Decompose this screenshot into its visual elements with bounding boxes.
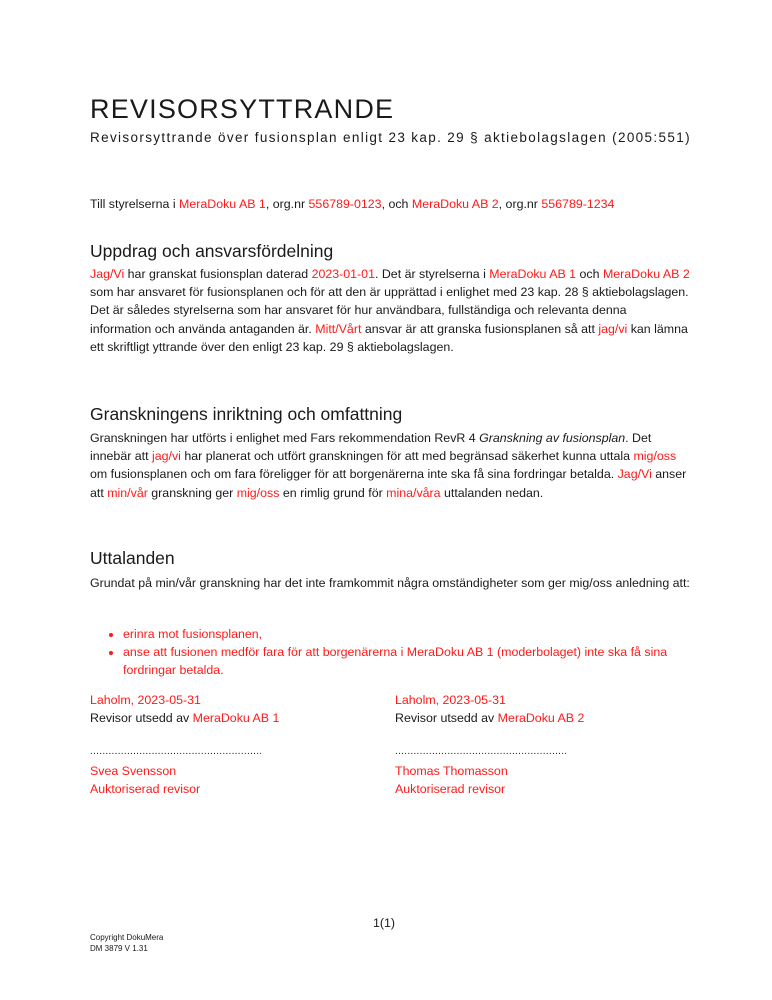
section-heading-scope: Granskningens inriktning och omfattning <box>90 404 403 424</box>
footer-version: DM 3879 V 1.31 <box>90 944 148 953</box>
company-name: MeraDoku AB 1 <box>179 197 266 211</box>
footer-copyright: Copyright DokuMera <box>90 933 164 942</box>
document-title: REVISORSYTTRANDE <box>90 94 395 124</box>
list-item: • anse att fusionen medför fara för att borgenärerna i MeraDoku AB 1 (moderbolaget) inte ska få sina fordringar betalda. <box>123 643 723 679</box>
section-heading-statements: Uttalanden <box>90 548 175 568</box>
signer-name: Svea Svensson <box>90 763 177 778</box>
company-name: MeraDoku AB 2 <box>411 197 499 211</box>
statements-paragraph: Grundat på min/vår granskning har det inte framkommit några omständigheter som ger mig/oss anledning att: <box>90 576 690 590</box>
signer-name: Thomas Thomasson <box>395 763 508 778</box>
org-number: 556789-0123 <box>308 197 382 211</box>
signature-line: ........................................................ <box>90 746 263 758</box>
signature-role: Revisor utsedd av MeraDoku AB 2 <box>395 711 585 726</box>
footer <box>90 932 163 954</box>
addressee-line: Till styrelserna i MeraDoku AB 1, org.nr 556789-0123, och MeraDoku AB 2, org.nr 556789-1234 <box>90 197 615 211</box>
list-item: • erinra mot fusionsplanen, <box>123 625 723 643</box>
signature-place-date: Laholm, 2023-05-31 <box>395 693 506 707</box>
assignment-paragraph: Jag/Vi har granskat fusionsplan daterad 2023-01-01. Det är styrelserna i MeraDoku AB 1 och MeraDoku AB 2 som har ansvaret för fusionsplanen och för att den är upprättad i enlighet med 23 kap. 28 § aktiebolagslagen. Det är således styrelserna som har ansvaret för hur användbara, fullständiga och relevanta denna information och använda antaganden är. Mitt/Vårt ansvar är att granska fusionsplanen så att jag/vi kan lämna ett skriftligt yttrande över den enligt 23 kap. 29 § aktiebolagslagen. <box>90 267 690 354</box>
signature-place-date: Laholm, 2023-05-31 <box>90 693 201 707</box>
signature-line: ........................................................ <box>395 746 568 758</box>
page-number: 1(1) <box>373 916 396 930</box>
scope-paragraph: Granskningen har utförts i enlighet med Fars rekommendation RevR 4 Granskning av fusionsplan. Det innebär att jag/vi har planerat och utfört granskningen för att med begränsad säkerhet kunna uttala mig/oss om fusionsplanen och om fara föreligger för att borgenärerna inte ska få sina fordringar betalda. Jag/Vi anser att min/vår granskning ger mig/oss en rimlig grund för mina/våra uttalanden nedan. <box>90 431 687 500</box>
signer-title: Auktoriserad revisor <box>90 781 201 796</box>
signature-role: Revisor utsedd av MeraDoku AB 1 <box>90 711 280 726</box>
signature-block-1 <box>90 691 380 798</box>
statement-list <box>90 625 723 680</box>
signer-title: Auktoriserad revisor <box>395 781 506 796</box>
signature-block-2 <box>395 691 685 798</box>
document-subtitle: Revisorsyttrande över fusionsplan enligt 23 kap. 29 § aktiebolagslagen (2005:551) <box>90 130 691 145</box>
section-heading-assignment: Uppdrag och ansvarsfördelning <box>90 241 334 261</box>
org-number: 556789-1234 <box>541 197 615 211</box>
